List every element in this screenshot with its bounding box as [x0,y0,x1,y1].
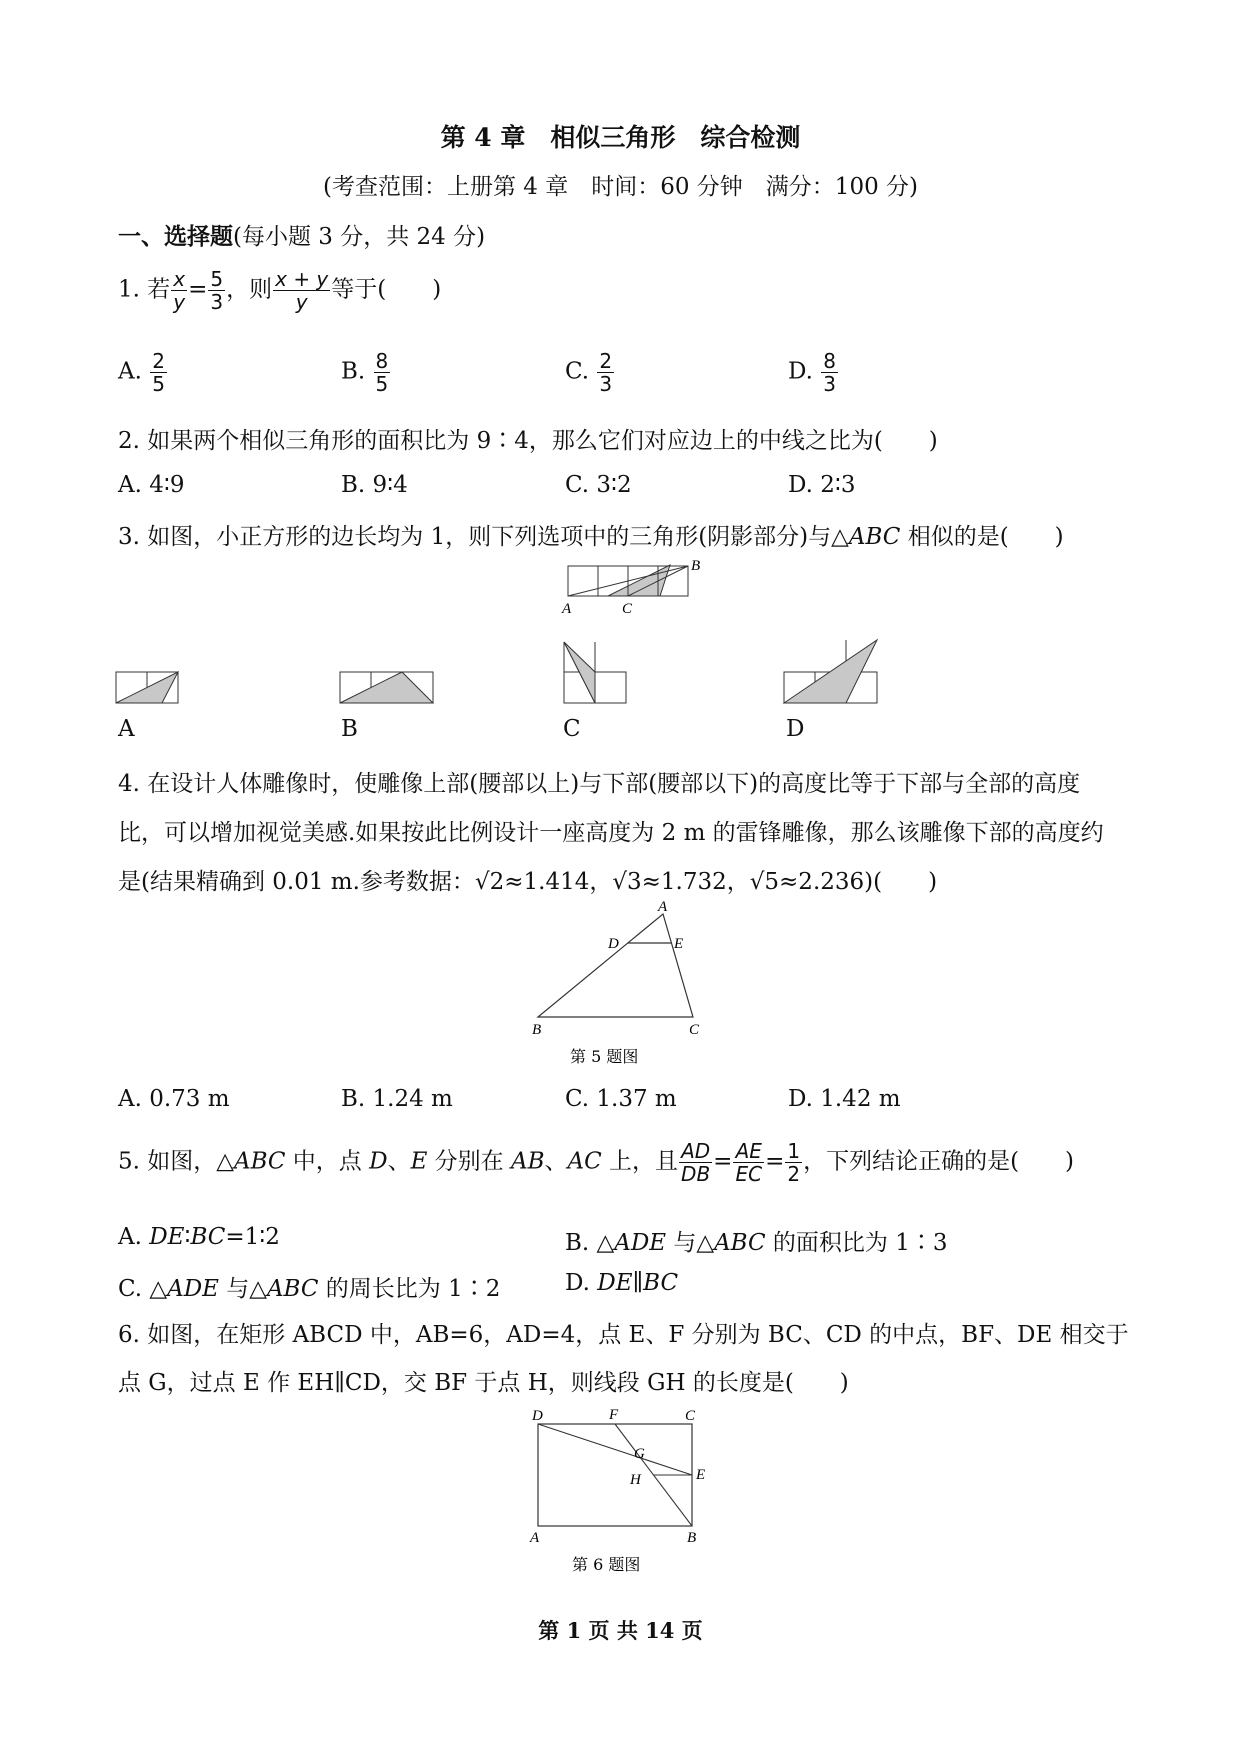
label-b: B [691,558,701,574]
q3-option-a[interactable]: A [118,716,135,742]
q2-option-b[interactable]: B. 9∶4 [341,472,408,498]
svg-text:E: E [674,936,684,952]
q4-option-b[interactable]: B. 1.24 m [341,1086,453,1112]
figure-6-caption: 第 6 题图 [572,1555,641,1574]
figure-5 [528,899,718,1066]
section-heading [118,218,485,251]
figure-6 [528,1404,718,1574]
question-3: 3. 如图，小正方形的边长均为 1，则下列选项中的三角形(阴影部分)与△ABC 相似的是( ) [118,524,1064,550]
svg-text:D: D [608,936,619,952]
q5-option-b[interactable]: B. △ADE 与△ABC 的面积比为 1∶3 [565,1230,948,1256]
q5-option-c[interactable]: C. △ADE 与△ABC 的周长比为 1∶2 [118,1276,501,1302]
q3-option-c-figure [560,638,632,710]
question-5: 5. 如图，△ABC 中，点 D、E 分别在 AB、AC 上，且 $\frac{AD}{DB}$ = $\frac{AE}{EC}$ = $\frac{1}{2}$ ，下列结论正确的是( ) [118,1139,1075,1186]
q4-option-a[interactable]: A. 0.73 m [118,1086,230,1112]
q3-option-d[interactable]: D [786,716,805,742]
svg-text:F: F [609,1407,619,1423]
q5-option-a[interactable]: A. DE∶BC=1∶2 [118,1224,280,1250]
q2-option-c[interactable]: C. 3∶2 [565,472,632,498]
q1-option-d[interactable]: D. $\frac{8}{3}$ [788,349,836,396]
svg-text:H: H [630,1472,641,1488]
figure-5-caption: 第 5 题图 [570,1047,639,1066]
page-title: 第 4 章 相似三角形 综合检测 [440,123,801,152]
triangle-abc [608,565,670,596]
question-6-line-2: 点 G，过点 E 作 EH∥CD，交 BF 于点 H，则线段 GH 的长度是( ) [118,1370,849,1396]
q2-option-d[interactable]: D. 2∶3 [788,472,856,498]
question-2: 2. 如果两个相似三角形的面积比为 9∶4，那么它们对应边上的中线之比为( ) [118,428,938,454]
q3-option-b[interactable]: B [341,716,358,742]
q3-option-a-figure [114,668,184,710]
svg-text:B: B [532,1022,542,1038]
question-4: 4. 在设计人体雕像时，使雕像上部(腰部以上)与下部(腰部以下)的高度比等于下部与全部的高度比，可以增加视觉美感.如果按此比例设计一座高度为 2 m 的雷锋雕像，那么该雕像下部的高度约是(结果精确到 0.01 m.参考数据：√2≈1.414，√3≈1.732，√5≈2.236)( ) [118,771,1104,895]
svg-text:C: C [685,1408,696,1424]
svg-text:E: E [696,1467,706,1483]
q5-option-d[interactable]: D. DE∥BC [565,1270,679,1296]
q1-option-a[interactable]: A. $\frac{2}{5}$ [118,349,165,396]
triangle-abc [538,914,693,1017]
q1-option-c[interactable]: C. $\frac{2}{3}$ [565,349,613,396]
q1-option-b[interactable]: B. $\frac{8}{5}$ [341,349,389,396]
svg-text:C: C [689,1022,700,1038]
question-1: 1. 若 $\frac{x}{y}$ = $\frac{5}{3}$ ，则 $\frac{x + y}{y}$ 等于( ) [118,267,442,314]
section-note: (每小题 3 分，共 24 分) [233,224,486,250]
label-c: C [622,601,633,617]
svg-text:A: A [530,1530,540,1546]
svg-text:G: G [634,1446,645,1462]
q3-option-d-figure [780,634,884,710]
svg-text:A: A [658,899,668,915]
q4-option-d[interactable]: D. 1.42 m [788,1086,901,1112]
svg-text:D: D [532,1408,543,1424]
q3-option-b-figure [338,668,438,710]
q4-option-c[interactable]: C. 1.37 m [565,1086,677,1112]
section-title: 一、选择题 [118,223,233,250]
page-number: 第 1 页 共 14 页 [538,1618,703,1643]
q3-option-c[interactable]: C [563,716,581,742]
exam-info: (考查范围：上册第 4 章 时间：60 分钟 满分：100 分) [323,174,918,200]
label-a: A [562,601,572,617]
q2-option-a[interactable]: A. 4∶9 [118,472,185,498]
question-6-line-1: 6. 如图，在矩形 ABCD 中，AB=6，AD=4，点 E、F 分别为 BC、CD 的中点，BF、DE 相交于 [118,1322,1129,1348]
segment-de [538,1424,692,1475]
q3-reference-figure [560,558,701,618]
svg-text:B: B [687,1530,697,1546]
